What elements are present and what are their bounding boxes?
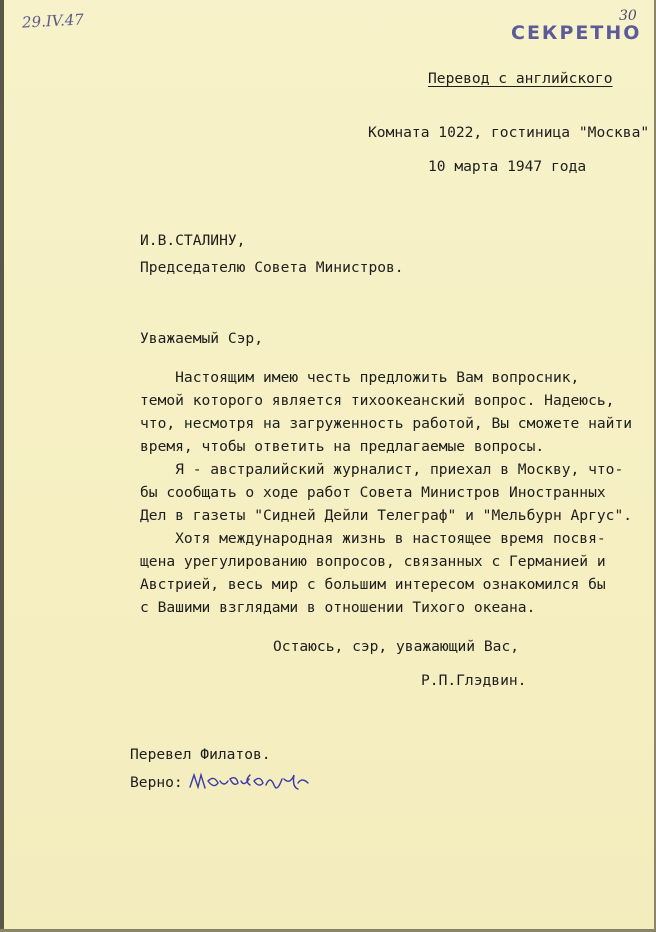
translator-line: Перевел Филатов. bbox=[130, 746, 271, 763]
handwritten-signature bbox=[186, 767, 316, 797]
body-line: Настоящим имею честь предложить Вам вопросник, bbox=[140, 369, 580, 386]
body-line: Хотя международная жизнь в настоящее время посвя- bbox=[140, 530, 606, 547]
sender-address: Комната 1022, гостиница "Москва" bbox=[368, 124, 650, 141]
body-line: что, несмотря на загруженность работой, Вы сможете найти bbox=[140, 415, 633, 432]
recipient-name: И.В.СТАЛИНУ, bbox=[140, 232, 246, 249]
body-line: с Вашими взглядами в отношении Тихого океана. bbox=[140, 599, 536, 616]
handwritten-date: 29.IV.47 bbox=[21, 10, 85, 32]
verified-label: Верно: bbox=[130, 774, 183, 791]
body-line: Австрией, весь мир с большим интересом ознакомился бы bbox=[140, 576, 606, 593]
body-line: щена урегулированию вопросов, связанных с Германией и bbox=[140, 553, 606, 570]
recipient-title: Председателю Совета Министров. bbox=[140, 259, 404, 276]
scan-edge-left bbox=[0, 0, 4, 932]
secret-stamp: СЕКРЕТНО bbox=[511, 22, 642, 44]
body-line: Я - австралийский журналист, приехал в Москву, что- bbox=[140, 461, 624, 478]
letter-date: 10 марта 1947 года bbox=[428, 158, 587, 175]
page-number: 30 bbox=[619, 8, 637, 24]
body-line: темой которого является тихоокеанский вопрос. Надеюсь, bbox=[140, 392, 615, 409]
closing-line: Остаюсь, сэр, уважающий Вас, bbox=[273, 638, 520, 655]
signature-name: Р.П.Глэдвин. bbox=[421, 672, 527, 689]
translation-note: Перевод с английского bbox=[428, 70, 613, 87]
body-line: бы сообщать о ходе работ Совета Министров Иностранных bbox=[140, 484, 606, 501]
body-line: время, чтобы ответить на предлагаемые вопросы. bbox=[140, 438, 545, 455]
body-line: Дел в газеты "Сидней Дейли Телеграф" и "Мельбурн Аргус". bbox=[140, 507, 633, 524]
salutation: Уважаемый Сэр, bbox=[140, 330, 264, 347]
